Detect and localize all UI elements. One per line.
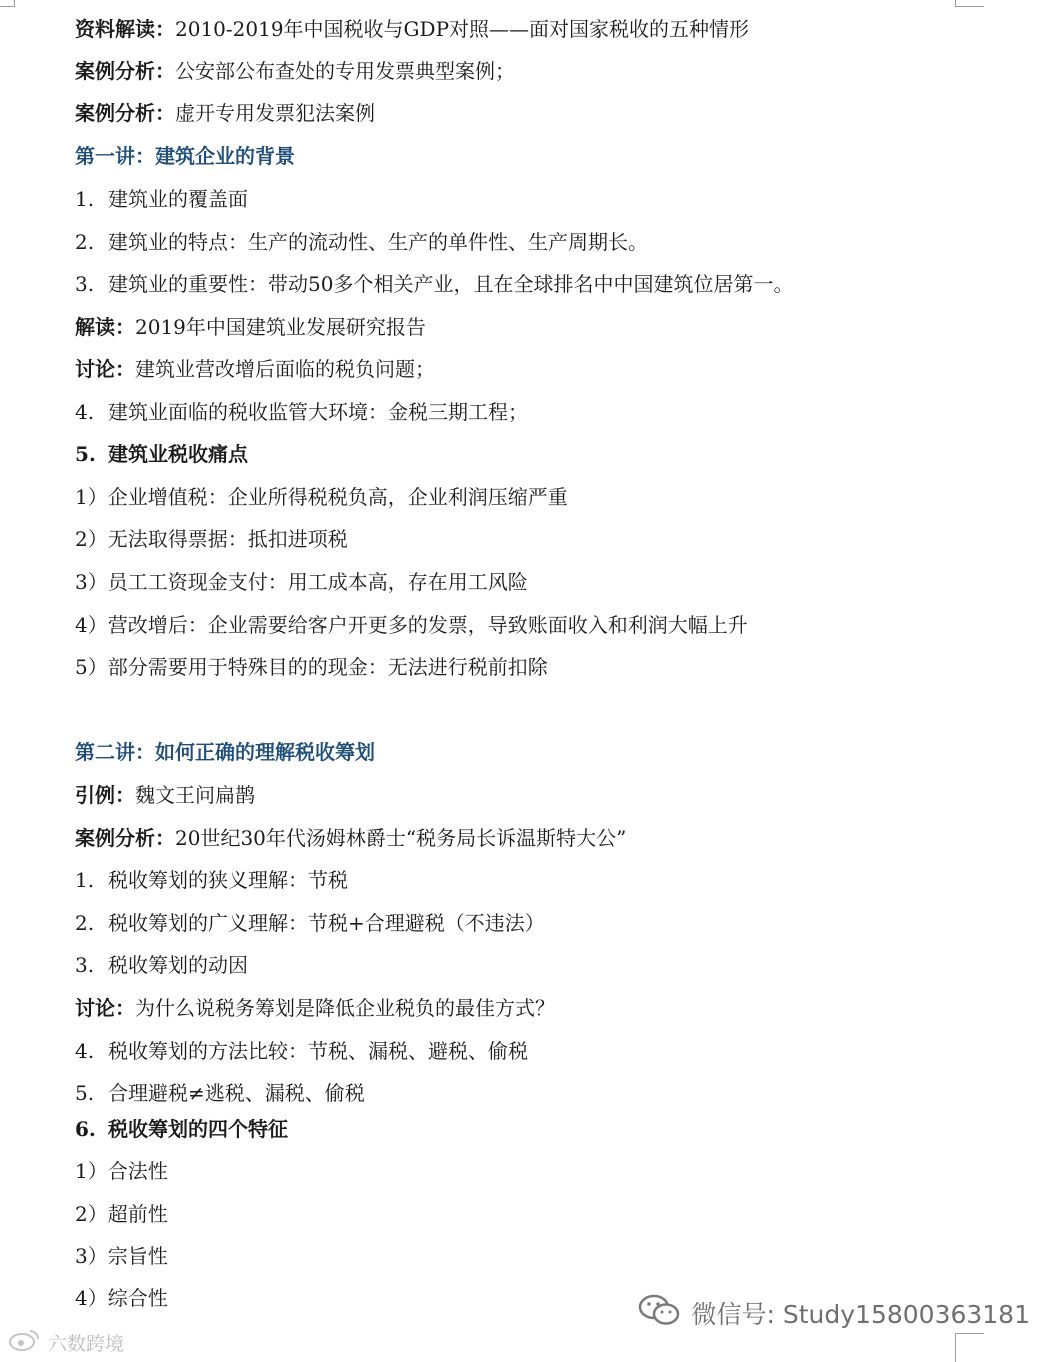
list-item: 3）员工工资现金支付：用工成本高，存在用工风险 [75,570,528,594]
numbered-item [75,1037,528,1065]
list-item: 5）部分需要用于特殊目的的现金：无法进行税前扣除 [75,655,548,679]
labeled-paragraph [75,57,515,85]
numbered-item [75,398,528,426]
paragraph-text: 为什么说税务筹划是降低企业税负的最佳方式？ [135,996,555,1020]
list-item: 1）企业增值税：企业所得税税负高，企业利润压缩严重 [75,485,568,509]
paragraph-label: 资料解读： [75,17,175,41]
list-item: 3）宗旨性 [75,1244,168,1268]
numbered-item [75,440,248,468]
item-number: 4. [75,1039,95,1063]
paragraph-label: 引例： [75,783,135,807]
labeled-paragraph [75,824,626,852]
labeled-paragraph [75,355,435,383]
numbered-item [75,270,793,298]
paragraph-label: 案例分析： [75,826,175,850]
paragraph-text: 20世纪30年代汤姆林爵士“税务局长诉温斯特大公” [175,826,627,850]
item-text: 合理避税≠逃税、漏税、偷税 [108,1081,365,1105]
item-number: 5. [75,1081,95,1105]
item-number: 2. [75,230,95,254]
paragraph-label: 讨论： [75,996,135,1020]
paragraph-label: 案例分析： [75,101,175,125]
corner-mark-top-right [955,0,984,7]
paragraph-label: 讨论： [75,357,135,381]
item-number: 5. [75,442,96,466]
wechat-id-text: 微信号: Study15800363181 [691,1300,1030,1329]
item-text: 税收筹划的广义理解：节税+合理避税（不违法） [108,911,545,935]
labeled-paragraph [75,313,426,341]
paragraph-text: 2019年中国建筑业发展研究报告 [135,315,426,339]
paragraph-text: 公安部公布查处的专用发票典型案例； [175,59,515,83]
list-item: 4）营改增后：企业需要给客户开更多的发票，导致账面收入和利润大幅上升 [75,613,748,637]
corner-mark-top-left [0,0,15,7]
labeled-paragraph [75,781,255,809]
numbered-item [75,1079,365,1107]
item-number: 1. [75,187,95,211]
labeled-paragraph [75,15,749,43]
item-text: 税收筹划的四个特征 [108,1117,288,1141]
item-text: 税收筹划的狭义理解：节税 [108,868,348,892]
item-text: 税收筹划的方法比较：节税、漏税、避税、偷税 [108,1039,528,1063]
item-text: 建筑业的覆盖面 [108,187,248,211]
item-number: 1. [75,868,95,892]
item-number: 2. [75,911,95,935]
paragraph-text: 建筑业营改增后面临的税负问题； [135,357,435,381]
numbered-item [75,909,545,937]
paragraph-label: 解读： [75,315,135,339]
brand-watermark [8,1325,124,1359]
brand-watermark-text: 六数跨境 [48,1332,125,1355]
item-number: 3. [75,953,95,977]
item-number: 6. [75,1117,96,1141]
section-heading: 第二讲：如何正确的理解税收筹划 [75,740,375,764]
numbered-item [75,1115,288,1143]
paragraph-text: 魏文王问扁鹊 [135,783,255,807]
wechat-icon [637,1293,683,1333]
numbered-item [75,951,248,979]
item-number: 4. [75,400,95,424]
item-text: 建筑业面临的税收监管大环境：金税三期工程； [108,400,528,424]
list-item: 2）无法取得票据：抵扣进项税 [75,527,348,551]
paragraph-text: 2010-2019年中国税收与GDP对照——面对国家税收的五种情形 [175,17,750,41]
labeled-paragraph [75,99,375,127]
numbered-item [75,185,248,213]
item-text: 建筑业的重要性：带动50多个相关产业，且在全球排名中中国建筑位居第一。 [108,272,794,296]
numbered-item [75,866,348,894]
labeled-paragraph [75,994,555,1022]
wechat-watermark [637,1296,1030,1330]
item-text: 建筑业的特点：生产的流动性、生产的单件性、生产周期长。 [108,230,648,254]
item-text: 税收筹划的动因 [108,953,248,977]
list-item: 2）超前性 [75,1202,168,1226]
item-text: 建筑业税收痛点 [108,442,248,466]
corner-mark-bottom-right [955,1333,984,1362]
list-item: 1）合法性 [75,1159,168,1183]
paragraph-text: 虚开专用发票犯法案例 [175,101,375,125]
item-number: 3. [75,272,95,296]
list-item: 4）综合性 [75,1286,168,1310]
numbered-item [75,228,648,256]
section-heading: 第一讲：建筑企业的背景 [75,144,295,168]
paragraph-label: 案例分析： [75,59,175,83]
weibo-icon [8,1327,42,1358]
